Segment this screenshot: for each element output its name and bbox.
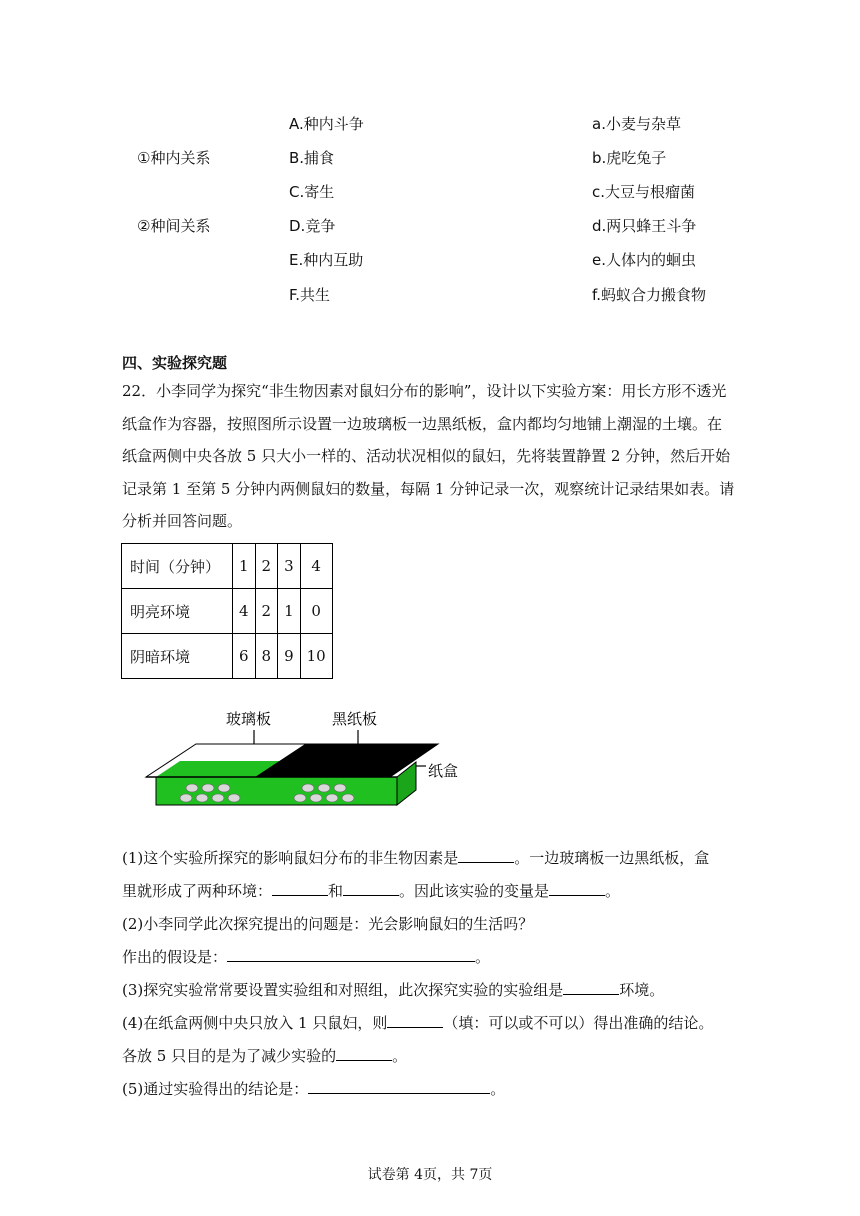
match-right-f: f.蚂蚁合力搬食物 xyxy=(592,286,706,304)
answer-blank[interactable] xyxy=(458,848,514,863)
q5-text-a: (5)通过实验得出的结论是： xyxy=(122,1080,309,1098)
q1-text-e: 。因此该实验的变量是 xyxy=(399,882,550,900)
match-right-c: c.大豆与根瘤菌 xyxy=(592,183,696,201)
question-line-3: 纸盒两侧中央各放 5 只大小一样的、活动状况相似的鼠妇，先将装置静置 2 分钟，然后开始 xyxy=(122,447,731,465)
question-line-5: 分析并回答问题。 xyxy=(122,512,243,530)
table-cell: 时间（分钟） xyxy=(122,544,233,589)
q1-line2 xyxy=(122,875,620,907)
question-line-2: 纸盒作为容器，按照图所示设置一边玻璃板一边黑纸板，盒内都均匀地铺上潮湿的土壤。在 xyxy=(122,414,723,433)
q1-line1 xyxy=(122,842,709,874)
match-left-1: ①种内关系 xyxy=(137,149,211,167)
match-middle-d: D.竞争 xyxy=(289,217,336,235)
match-middle-b: B.捕食 xyxy=(289,149,335,167)
label-glass: 玻璃板 xyxy=(226,710,272,728)
answer-blank[interactable] xyxy=(549,881,605,896)
section-title: 四、实验探究题 xyxy=(122,354,228,372)
table-cell: 3 xyxy=(278,544,301,589)
q3-text-a: (3)探究实验常常要设置实验组和对照组，此次探究实验的实验组是 xyxy=(122,981,564,999)
table-cell: 1 xyxy=(233,544,256,589)
answer-blank[interactable] xyxy=(336,1046,392,1061)
q4-text-a: (4)在纸盒两侧中央只放入 1 只鼠妇，则 xyxy=(122,1014,388,1032)
q4-text-d: 。 xyxy=(392,1047,408,1065)
answer-blank[interactable] xyxy=(387,1013,443,1028)
page-footer: 试卷第 4页，共 7页 xyxy=(367,1167,493,1183)
table-cell: 10 xyxy=(300,634,332,679)
table-cell: 2 xyxy=(255,589,278,634)
answer-blank[interactable] xyxy=(272,881,328,896)
table-cell: 2 xyxy=(255,544,278,589)
q1-text-b: 。一边玻璃板一边黑纸板，盒 xyxy=(514,849,710,867)
table-cell: 阴暗环境 xyxy=(122,634,233,679)
match-right-b: b.虎吃兔子 xyxy=(592,149,667,167)
table-row xyxy=(122,634,333,679)
q5-text-b: 。 xyxy=(490,1080,506,1098)
q1-text-d: 和 xyxy=(328,882,344,900)
q2-line2 xyxy=(122,941,490,973)
table-cell: 1 xyxy=(278,589,301,634)
q3-line xyxy=(122,974,664,1006)
answer-blank[interactable] xyxy=(563,980,619,995)
q1-text-f: 。 xyxy=(605,882,621,900)
label-black: 黑纸板 xyxy=(332,710,378,728)
table-cell: 9 xyxy=(278,634,301,679)
experiment-figure xyxy=(140,700,480,812)
question-line-4: 记录第 1 至第 5 分钟内两侧鼠妇的数量，每隔 1 分钟记录一次，观察统计记录结果如表。请 xyxy=(122,479,735,498)
label-box: 纸盒 xyxy=(428,762,459,780)
q5-line xyxy=(122,1073,505,1105)
match-middle-c: C.寄生 xyxy=(289,183,335,201)
table-cell: 0 xyxy=(300,589,332,634)
q4-line2 xyxy=(122,1040,407,1072)
match-right-d: d.两只蜂王斗争 xyxy=(592,217,697,235)
table-row xyxy=(122,544,333,589)
match-right-e: e.人体内的蛔虫 xyxy=(592,251,696,269)
question-stem xyxy=(122,375,742,538)
q3-text-b: 环境。 xyxy=(619,981,665,999)
table-cell: 6 xyxy=(233,634,256,679)
question-line-1: 22．小李同学为探究“非生物因素对鼠妇分布的影响”，设计以下实验方案：用长方形不透光 xyxy=(122,382,727,400)
data-table xyxy=(121,543,333,679)
match-left-2: ②种间关系 xyxy=(137,217,211,235)
q2-line1: (2)小李同学此次探究提出的问题是：光会影响鼠妇的生活吗？ xyxy=(122,915,534,933)
table-cell: 8 xyxy=(255,634,278,679)
answer-blank[interactable] xyxy=(227,947,475,962)
table-cell: 明亮环境 xyxy=(122,589,233,634)
table-row xyxy=(122,589,333,634)
table-cell: 4 xyxy=(300,544,332,589)
q4-text-b: （填：可以或不可以）得出准确的结论。 xyxy=(443,1014,714,1032)
match-middle-e: E.种内互助 xyxy=(289,251,364,269)
q4-line1 xyxy=(122,1007,713,1039)
q1-text-c: 里就形成了两种环境： xyxy=(122,882,273,900)
q2-text-b: 作出的假设是： xyxy=(122,948,228,966)
q2-text-c: 。 xyxy=(475,948,491,966)
answer-blank[interactable] xyxy=(308,1079,490,1094)
answer-blank[interactable] xyxy=(343,881,399,896)
table-cell: 4 xyxy=(233,589,256,634)
q4-text-c: 各放 5 只目的是为了减少实验的 xyxy=(122,1047,337,1065)
match-middle-f: F.共生 xyxy=(289,286,330,304)
match-middle-a: A.种内斗争 xyxy=(289,115,364,133)
q1-text-a: (1)这个实验所探究的影响鼠妇分布的非生物因素是 xyxy=(122,849,459,867)
match-right-a: a.小麦与杂草 xyxy=(592,115,681,133)
